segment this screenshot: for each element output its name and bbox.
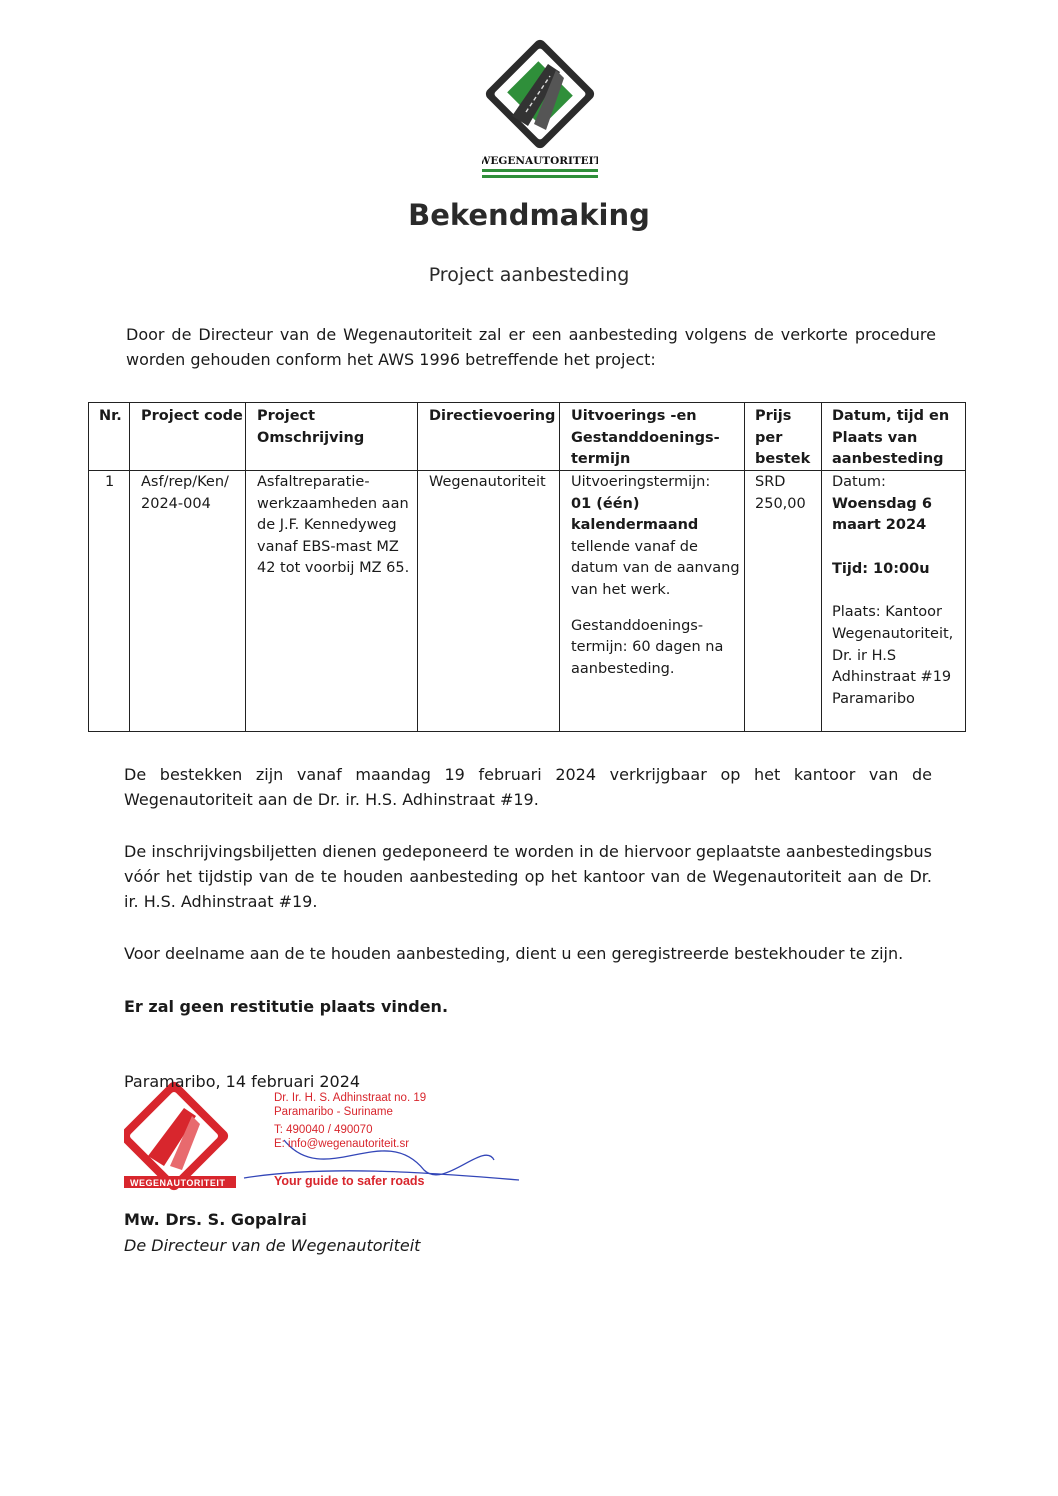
header-omschrijving: Project Omschrijving [257,408,365,446]
row-nr: 1 [105,474,115,490]
header-directievoering: Directievoering [429,408,556,424]
paragraph-deelname: Voor deelname aan de te houden aanbesteding, dient u een geregistreerde bestekhouder te zijn. [124,944,904,963]
row-project-code: Asf/rep/Ken/ 2024-004 [141,474,229,512]
row-omschrijving: Asfaltreparatie- werkzaamheden aan de J.F. Kennedyweg vanaf EBS-mast MZ 42 tot voorbij MZ 65. [257,474,410,577]
paragraph-restitutie: Er zal geen restitutie plaats vinden. [124,997,449,1016]
logo-text: WEGENAUTORITEIT [482,155,598,167]
stamp-address-1: Dr. Ir. H. S. Adhinstraat no. 19 [274,1092,427,1104]
row-directievoering: Wegenautoriteit [429,474,546,490]
page-subtitle: Project aanbesteding [428,264,630,286]
signer-name: Mw. Drs. S. Gopalrai [124,1210,307,1229]
project-table [88,402,966,732]
place-date: Paramaribo, 14 februari 2024 [124,1072,361,1091]
row-datum: Datum: Woensdag 6 maart 2024 Tijd: 10:00u Plaats: Kantoor Wegenautoriteit, Dr. ir H.S Adhinstraat #19 Paramaribo [832,474,954,707]
page-title: Bekendmaking [408,198,650,232]
row-termijn: Uitvoeringstermijn: 01 (één) kalendermaand tellende vanaf de datum van de aanvang van het werk. Gestanddoenings- termijn: 60 dagen na aanbesteding. [571,474,740,677]
row-prijs: SRD 250,00 [755,474,806,512]
header-nr: Nr. [99,408,122,424]
signer-title: De Directeur van de Wegenautoriteit [124,1236,421,1255]
intro-paragraph: Door de Directeur van de Wegenautoriteit zal er een aanbesteding volgens de verkorte procedure worden gehouden conform het AWS 1996 betreffende het project: [126,325,936,369]
wegenautoriteit-logo [482,36,598,182]
header-project-code: Project code [141,408,243,424]
stamp-slogan: Your guide to safer roads [274,1174,425,1188]
stamp-logo-text: WEGENAUTORITEIT [130,1178,226,1188]
official-stamp [124,1080,530,1200]
stamp-address-2: Paramaribo - Suriname [274,1106,393,1118]
header-prijs: Prijs per bestek [755,408,811,468]
stamp-email: E: info@wegenautoriteit.sr [274,1138,410,1150]
paragraph-bestekken: De bestekken zijn vanaf maandag 19 februari 2024 verkrijgbaar op het kantoor van de Wegenautoriteit aan de Dr. ir. H.S. Adhinstraat #19. [124,765,932,809]
stamp-phone: T: 490040 / 490070 [274,1124,373,1136]
header-datum: Datum, tijd en Plaats van aanbesteding [832,408,950,468]
header-termijn: Uitvoerings -en Gestanddoenings- termijn [571,408,720,468]
paragraph-inschrijving: De inschrijvingsbiljetten dienen gedeponeerd te worden in de hiervoor geplaatste aanbestedingsbus vóór het tijdstip van de te houden aanbesteding op het kantoor van de Wegenautoriteit aan de Dr. ir. H.S. Adhinstraat #19. [124,842,932,911]
